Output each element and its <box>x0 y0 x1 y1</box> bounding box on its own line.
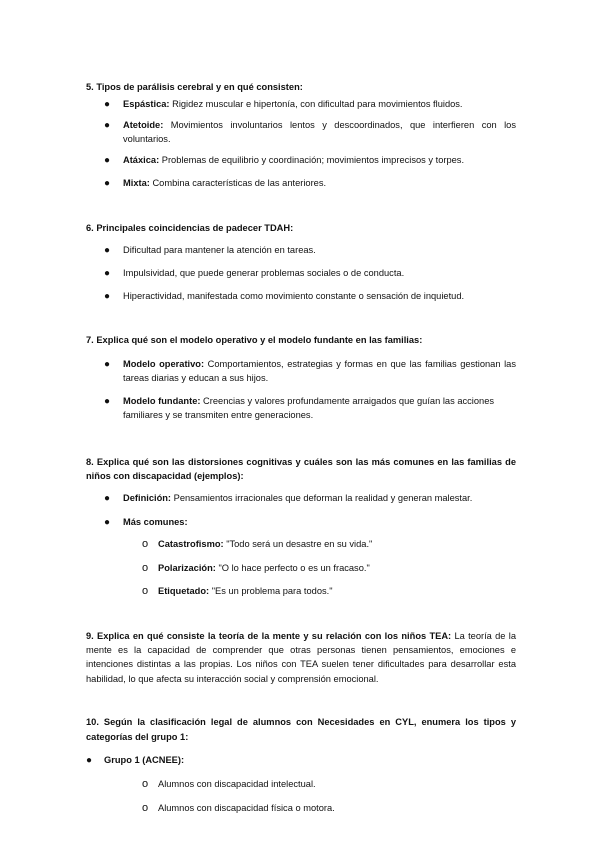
sub-list-item: Polarización: "O lo hace perfecto o es un fracaso." <box>158 563 370 573</box>
sub-list-item: Alumnos con discapacidad intelectual. <box>158 779 316 789</box>
section-8-heading: 8. Explica qué son las distorsiones cognitivas y cuáles son las más comunes en las familias de niños con discapacidad (ejemplos): <box>86 457 516 481</box>
bullet: ● <box>86 755 93 766</box>
section-9-body: La teoría de la mente es la capacidad de comprender que otras personas tienen pensamientos, emociones e intenciones distintas a las propias. Los niños con TEA suelen tener dificultades para desarrollar esta habilidad, lo que afecta su interacción social y comprensión emocional. <box>86 631 517 684</box>
sub-bullet: o <box>142 585 149 597</box>
group-label: Grupo 1 (ACNEE): <box>104 755 185 765</box>
list-item: Mixta: Combina características de las anteriores. <box>123 178 327 188</box>
bullet: ● <box>104 291 111 302</box>
section-5-heading: 5. Tipos de parálisis cerebral y en qué consisten: <box>86 82 303 92</box>
list-item: Modelo fundante: Creencias y valores profundamente arraigados que guían las acciones familiares y se transmiten entre generaciones. <box>123 396 495 421</box>
list-item: Espástica: Rigidez muscular e hipertonía, con dificultad para movimientos fluidos. <box>123 99 463 109</box>
bullet: ● <box>104 99 111 110</box>
sub-list-item: Catastrofismo: "Todo será un desastre en su vida." <box>158 539 373 549</box>
bullet: ● <box>104 359 111 370</box>
bullet: ● <box>104 155 111 166</box>
bullet: ● <box>104 178 111 189</box>
bullet: ● <box>104 493 111 504</box>
list-item: Más comunes: <box>123 517 188 527</box>
bullet: ● <box>104 268 111 279</box>
sub-list-item: Alumnos con discapacidad física o motora. <box>158 803 335 813</box>
list-item: Modelo operativo: Comportamientos, estrategias y formas en que las familias gestionan las tareas diarias y educan a sus hijos. <box>123 359 516 384</box>
bullet: ● <box>104 120 111 131</box>
section-6-heading: 6. Principales coincidencias de padecer TDAH: <box>86 223 294 233</box>
list-item: Dificultad para mantener la atención en tareas. <box>123 245 316 255</box>
section-9-heading: 9. Explica en qué consiste la teoría de la mente y su relación con los niños TEA: <box>86 631 452 641</box>
sub-bullet: o <box>142 562 149 574</box>
list-item: Definición: Pensamientos irracionales que deforman la realidad y generan malestar. <box>123 493 473 503</box>
list-item: Atetoide: Movimientos involuntarios lentos y descoordinados, que interfieren con los voluntarios. <box>123 120 516 145</box>
section-7-heading: 7. Explica qué son el modelo operativo y el modelo fundante en las familias: <box>86 335 423 345</box>
list-item: Hiperactividad, manifestada como movimiento constante o sensación de inquietud. <box>123 291 465 301</box>
section-10-heading: 10. Según la clasificación legal de alumnos con Necesidades en CYL, enumera los tipos y categorías del grupo 1: <box>86 717 516 742</box>
bullet: ● <box>104 396 111 407</box>
bullet: ● <box>104 245 111 256</box>
sub-bullet: o <box>142 802 149 814</box>
bullet: ● <box>104 517 111 528</box>
list-item: Atáxica: Problemas de equilibrio y coordinación; movimientos imprecisos y torpes. <box>123 155 465 165</box>
sub-bullet: o <box>142 538 149 550</box>
sub-bullet: o <box>142 778 149 790</box>
sub-list-item: Etiquetado: "Es un problema para todos." <box>158 586 333 596</box>
section-9-block <box>86 629 516 686</box>
list-item: Impulsividad, que puede generar problemas sociales o de conducta. <box>123 268 405 278</box>
